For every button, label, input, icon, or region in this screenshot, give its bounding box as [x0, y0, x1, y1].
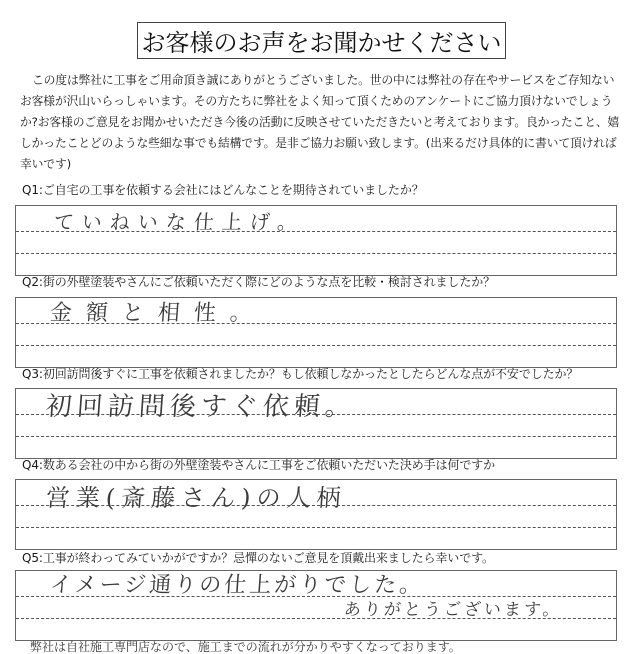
- ruled-line: [16, 253, 616, 254]
- question-1-label: Q1:ご自宅の工事を依頼する会社にはどんなことを期待されていましたか？: [22, 183, 424, 197]
- handwritten-answer-5-line2: ありがとうございます。: [343, 600, 564, 620]
- answer-box-5[interactable]: [15, 570, 617, 641]
- question-3-label: Q3:初回訪問後すぐに工事を依頼されましたか？もし依頼しなかったとしたらどんな点が不安でしたか？: [22, 367, 579, 381]
- answer-box-1[interactable]: [15, 205, 617, 276]
- answer-box-4[interactable]: [15, 479, 617, 550]
- handwritten-answer-4: 営業(斎藤さん)の人柄: [44, 484, 348, 512]
- handwritten-answer-2: 金額と相性。: [48, 301, 267, 326]
- handwritten-answer-1: ていねいな仕上げ。: [53, 210, 306, 234]
- question-2-label: Q2:街の外壁塗装やさんにご依頼いただく際にどのような点を比較・検討されましたか？: [22, 275, 496, 289]
- ruled-line: [16, 527, 616, 528]
- page-title: お客様のお声をお聞かせください: [137, 22, 506, 59]
- footer-text-cut-off: 弊社は自社施工専門店なので、施工までの流れが分かりやすくなっております。: [30, 640, 461, 654]
- ruled-line: [16, 436, 616, 437]
- question-4-label: Q4:数ある会社の中から街の外壁塗装やさんに工事をご依頼いただいた決め手は何ですか: [22, 458, 496, 472]
- ruled-line: [16, 345, 616, 346]
- answer-box-2[interactable]: [15, 297, 617, 368]
- intro-paragraph: この度は弊社に工事をご用命頂き誠にありがとうございました。世の中には弊社の存在やサービスをご存知ないお客様が沢山いらっしゃいます。その方たちに弊社をよく知って頂くためのアンケートにご協力頂けないでしょうか?お客様のご意見をお聞かせいただき今後の活動に反映させていただきたいと考えております。良かったこと、嬉しかったことどのような些細な事でも結構です。是非ご協力お願い致します。(出来るだけ具体的に書いて頂ければ幸いです): [20, 73, 620, 171]
- handwritten-answer-3: 初回訪問後すぐ依頼。: [44, 392, 357, 422]
- handwritten-answer-5-line1: イメージ通りの仕上がりでした。: [48, 573, 426, 598]
- question-5-label: Q5:工事が終わってみていかがですか？忌憚のないご意見を頂戴出来ましたら幸いです。: [22, 551, 494, 565]
- answer-box-3[interactable]: [15, 388, 617, 459]
